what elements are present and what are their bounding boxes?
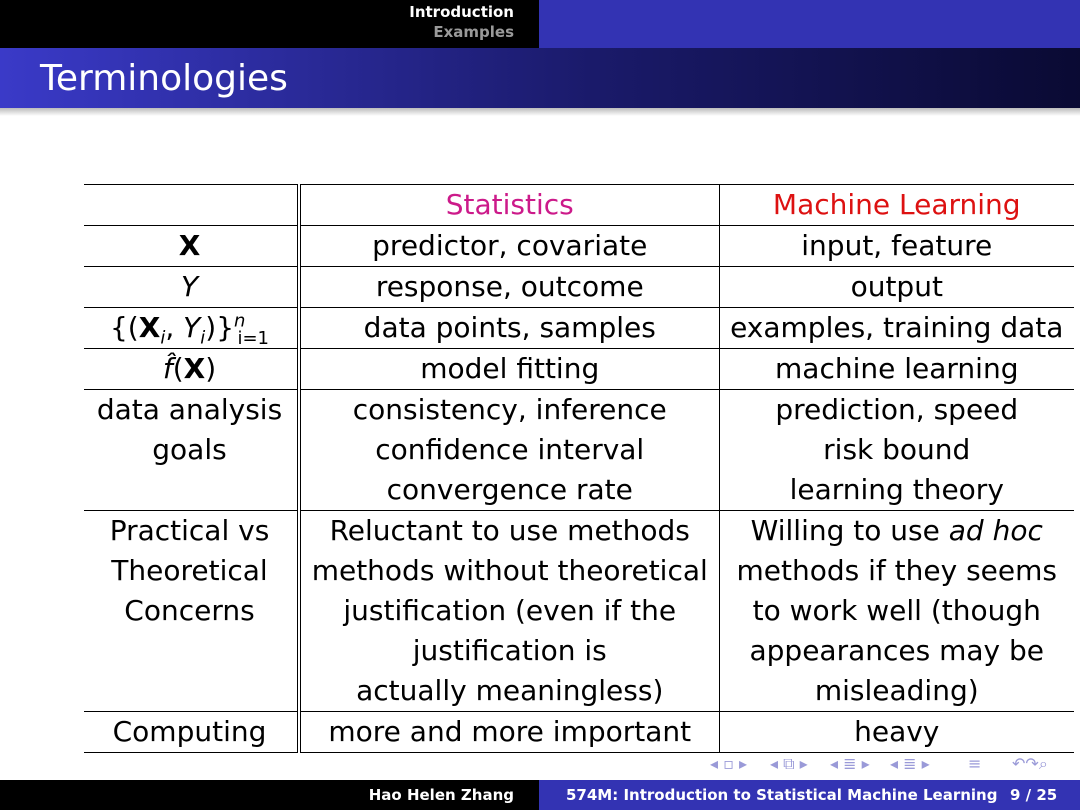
- term-line: Theoretical: [111, 554, 268, 587]
- stat-cell: model fitting: [299, 349, 719, 390]
- nav-section[interactable]: Introduction: [409, 3, 514, 21]
- stat-line: actually meaningless): [356, 674, 664, 707]
- stat-line: consistency, inference: [352, 393, 667, 426]
- ml-line: Willing to use ad hoc: [750, 514, 1043, 547]
- ml-cell: output: [850, 270, 943, 303]
- stat-line: convergence rate: [386, 473, 633, 506]
- stat-cell: response, outcome: [299, 267, 719, 308]
- table-row: [84, 308, 1074, 349]
- section-navigation: [0, 2, 539, 42]
- term-line: data analysis: [96, 393, 283, 426]
- stat-line: justification is: [412, 634, 607, 667]
- terminology-table: [84, 184, 1074, 753]
- term-line: Practical vs: [109, 514, 270, 547]
- stat-cell: [299, 511, 719, 712]
- ml-cell: [719, 511, 1074, 712]
- ml-line: appearances may be: [749, 634, 1045, 667]
- table-row: [84, 226, 1074, 267]
- header-machine-learning: Machine Learning: [772, 188, 1021, 221]
- term-cell-fhat: f̂(X): [84, 349, 299, 390]
- stat-line: justification (even if the: [343, 594, 677, 627]
- table-row: [84, 349, 1074, 390]
- ml-line: learning theory: [789, 473, 1004, 506]
- ml-cell: heavy: [854, 715, 940, 748]
- term-cell: X: [84, 226, 299, 267]
- ml-line: misleading): [814, 674, 979, 707]
- title-bar: [0, 48, 1080, 108]
- table-header-row: [84, 185, 1074, 226]
- ml-line: risk bound: [823, 433, 971, 466]
- stat-cell: more and more important: [299, 712, 719, 753]
- table-row: [84, 712, 1074, 753]
- ml-line: to work well (though: [752, 594, 1041, 627]
- beamer-nav-section-icon[interactable]: ◂ ≣ ▸: [830, 754, 870, 773]
- header-statistics: Statistics: [299, 185, 719, 226]
- footer-course: 574M: Introduction to Statistical Machine Learning: [566, 786, 998, 804]
- footer-author: Hao Helen Zhang: [368, 786, 514, 804]
- title-shadow: [0, 108, 1080, 116]
- beamer-nav-align-icon[interactable]: ≡: [968, 754, 982, 773]
- term-line: Concerns: [124, 594, 255, 627]
- beamer-nav-search-icon[interactable]: ↶↷⌕: [1012, 754, 1048, 773]
- ml-cell: [719, 390, 1074, 511]
- stat-cell: data points, samples: [299, 308, 719, 349]
- stat-line: methods without theoretical: [311, 554, 708, 587]
- ml-cell: input, feature: [801, 229, 993, 262]
- stat-line: confidence interval: [375, 433, 645, 466]
- beamer-nav-doc-icon[interactable]: ◂ ≣ ▸: [890, 754, 930, 773]
- stat-cell: [299, 390, 719, 511]
- ml-line: methods if they seems: [736, 554, 1057, 587]
- term-cell: [84, 511, 299, 712]
- term-cell: Computing: [84, 712, 299, 753]
- term-cell: [84, 390, 299, 511]
- beamer-nav-subsection-icon[interactable]: ◂ ⧉ ▸: [770, 754, 808, 773]
- table-row: [84, 511, 1074, 712]
- slide-title: Terminologies: [40, 58, 288, 99]
- footer-page-number: 9 / 25: [1010, 786, 1058, 804]
- ml-cell: machine learning: [775, 352, 1019, 385]
- nav-subsection[interactable]: Examples: [433, 23, 514, 41]
- table-row: [84, 390, 1074, 511]
- term-cell: Y: [84, 267, 299, 308]
- header-empty-cell: [84, 185, 299, 226]
- ml-cell: examples, training data: [730, 311, 1064, 344]
- footer-bar: [0, 780, 1080, 810]
- stat-line: Reluctant to use methods: [329, 514, 690, 547]
- ml-line: prediction, speed: [775, 393, 1019, 426]
- term-line: goals: [152, 433, 227, 466]
- stat-cell: predictor, covariate: [299, 226, 719, 267]
- top-bar-right-panel: [539, 0, 1080, 48]
- beamer-nav-frame-icon[interactable]: ◂ ▫ ▸: [710, 754, 748, 773]
- term-cell-sample-set: {($X_i$, $Y_i)\}^n_{i=1}$: [84, 308, 299, 349]
- table-row: [84, 267, 1074, 308]
